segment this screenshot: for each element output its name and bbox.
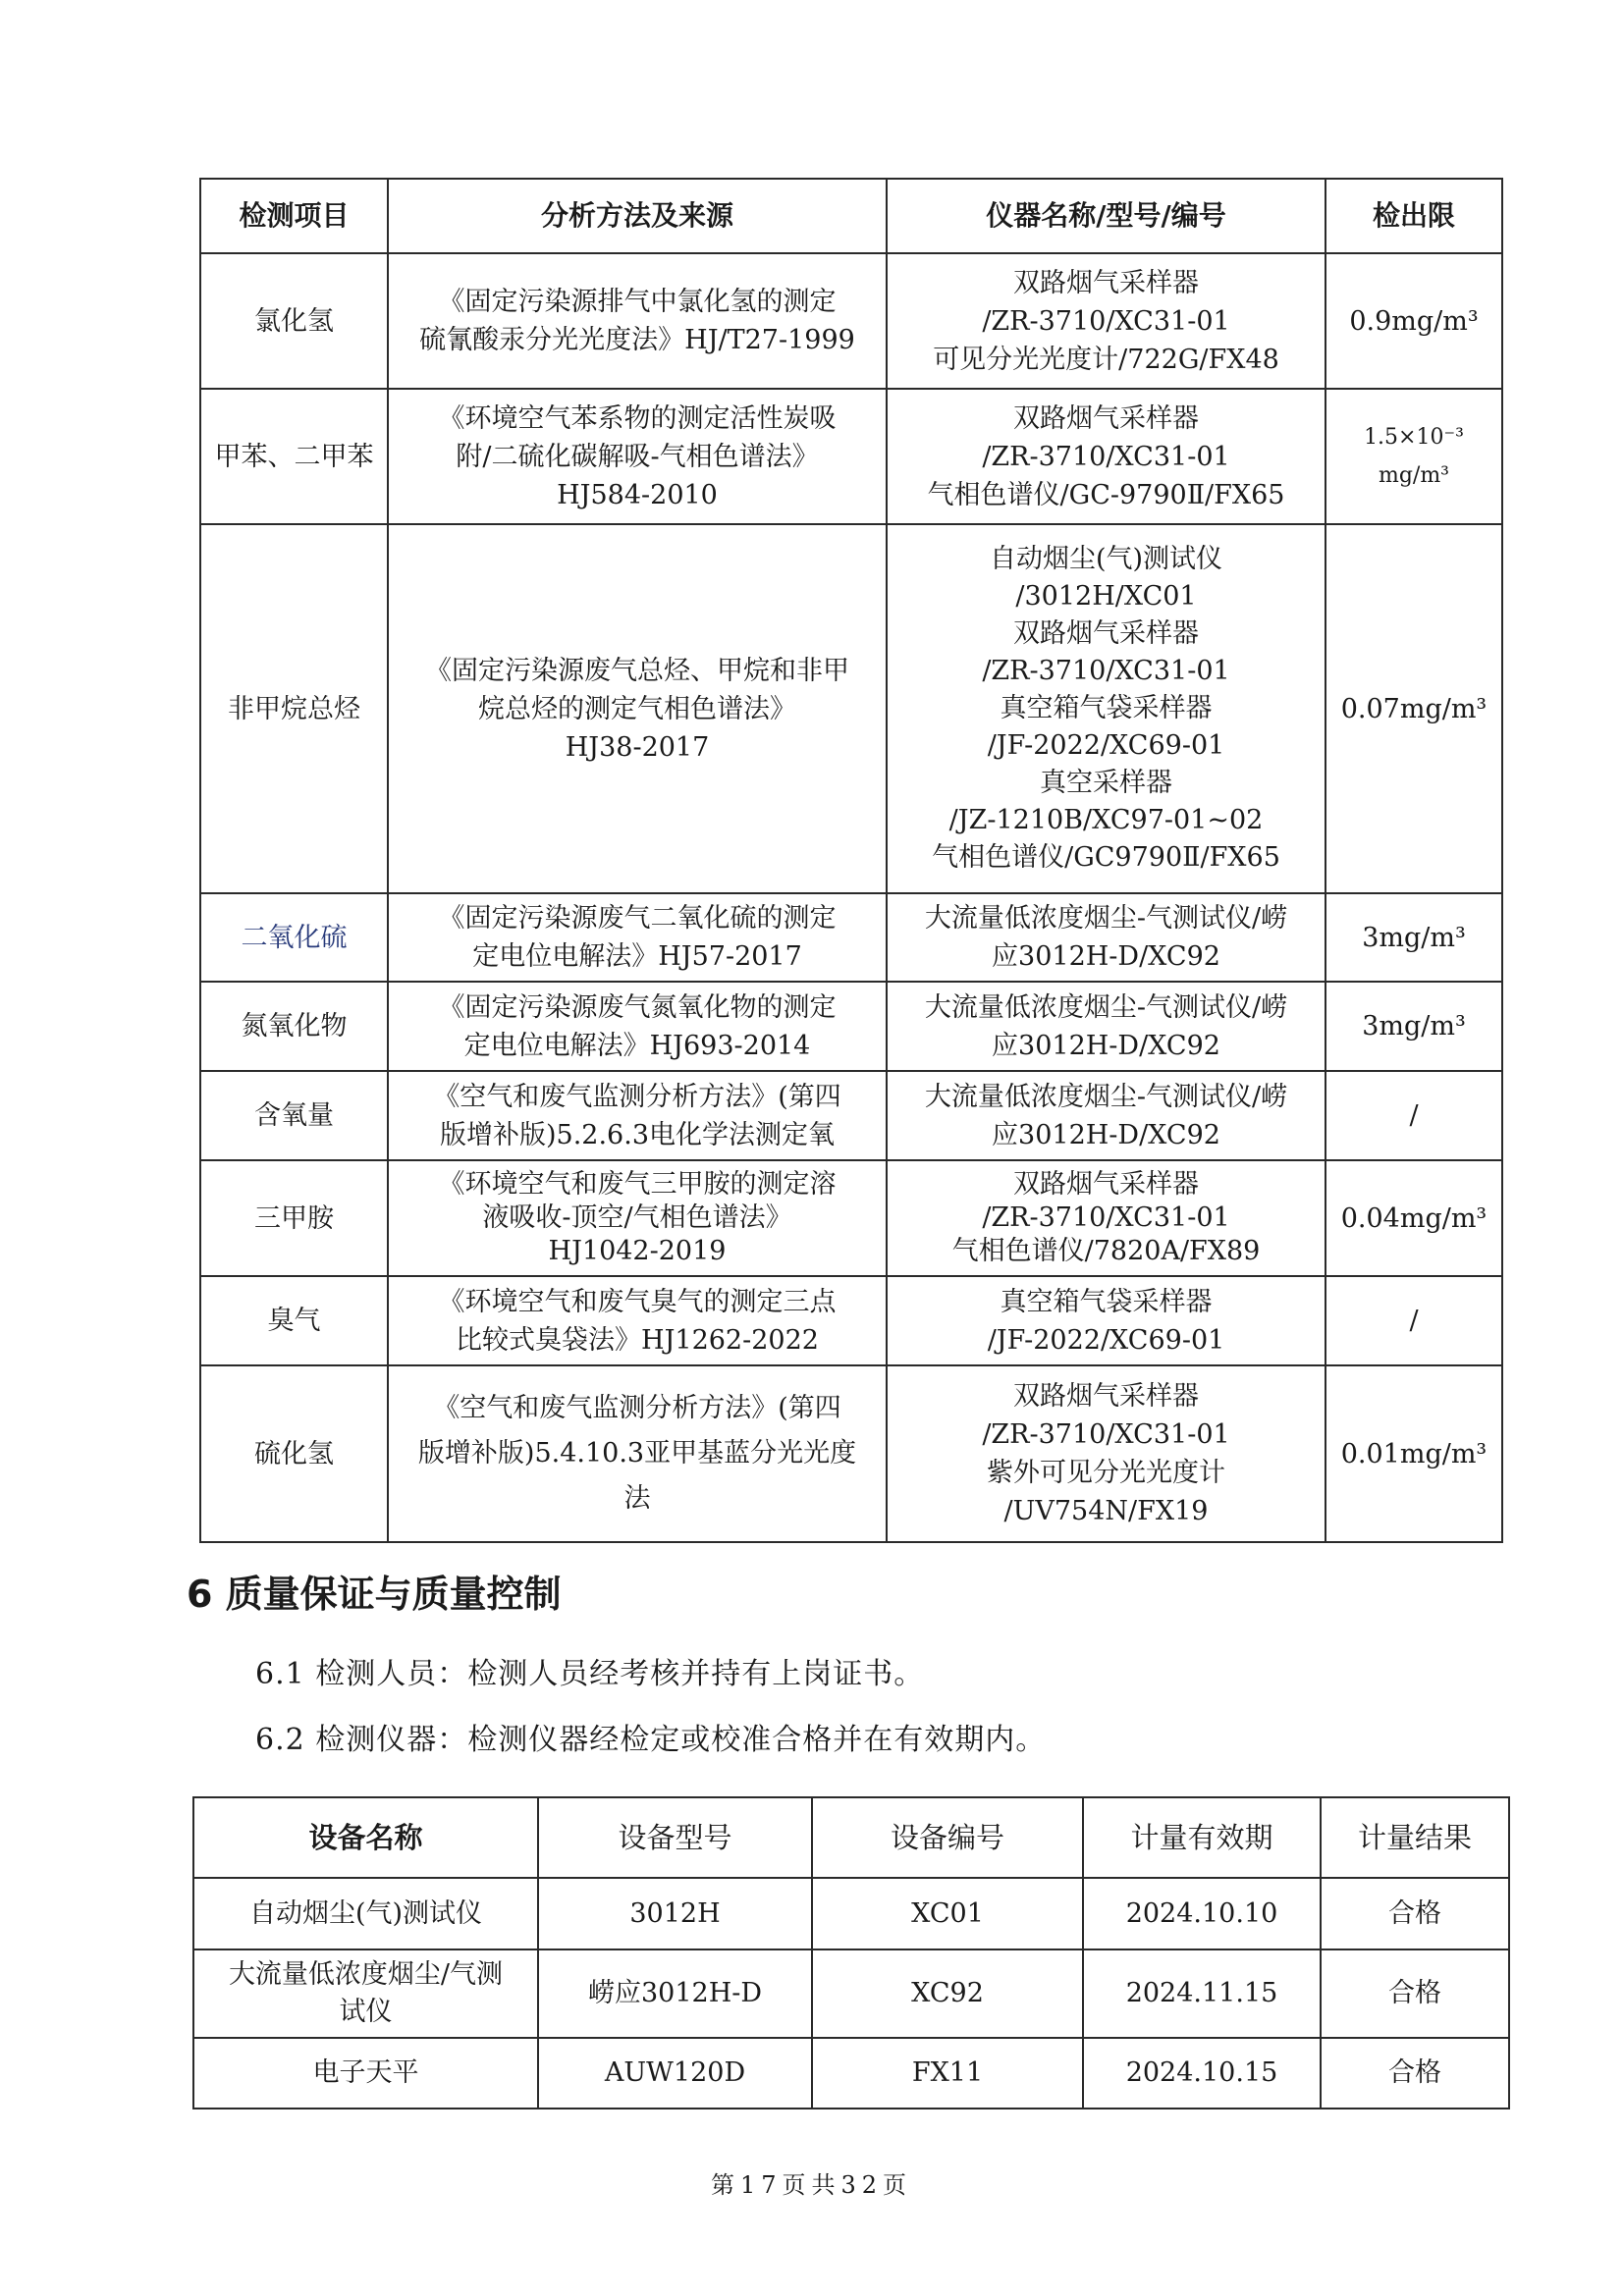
- row-limit: 3mg/m³: [1325, 982, 1502, 1071]
- table-row: [193, 1878, 1509, 1949]
- row-method: 《环境空气和废气三甲胺的测定溶 液吸收-顶空/气相色谱法》 HJ1042-2019: [388, 1160, 887, 1276]
- row-limit: /: [1325, 1071, 1502, 1160]
- paragraph-personnel: 6.1 检测人员：检测人员经考核并持有上岗证书。: [255, 1657, 925, 1691]
- table-row: [200, 389, 1502, 524]
- table-row: [193, 1949, 1509, 2038]
- row-method: 《固定污染源废气总烃、甲烷和非甲 烷总烃的测定气相色谱法》 HJ38-2017: [388, 524, 887, 893]
- row-instrument: 大流量低浓度烟尘-气测试仪/崂 应3012H-D/XC92: [887, 1071, 1325, 1160]
- row-item: 臭气: [200, 1276, 388, 1365]
- row-method: 《环境空气苯系物的测定活性炭吸 附/二硫化碳解吸-气相色谱法》 HJ584-2010: [388, 389, 887, 524]
- row-item: 硫化氢: [200, 1365, 388, 1542]
- table-row: [200, 982, 1502, 1071]
- row-instrument: 大流量低浓度烟尘-气测试仪/崂 应3012H-D/XC92: [887, 982, 1325, 1071]
- row-method: 《固定污染源排气中氯化氢的测定 硫氰酸汞分光光度法》HJ/T27-1999: [388, 253, 887, 389]
- methods-header-row: [200, 179, 1502, 253]
- header-equip-valid: 计量有效期: [1083, 1797, 1321, 1878]
- row-limit: 3mg/m³: [1325, 893, 1502, 982]
- equip-result: 合格: [1321, 1878, 1509, 1949]
- row-instrument: 自动烟尘(气)测试仪 /3012H/XC01 双路烟气采样器 /ZR-3710/XC31-01 真空箱气袋采样器 /JF-2022/XC69-01 真空采样器 /JZ-1210B/XC97-01~02 气相色谱仪/GC9790Ⅱ/FX65: [887, 524, 1325, 893]
- row-method: 《固定污染源废气二氧化硫的测定 定电位电解法》HJ57-2017: [388, 893, 887, 982]
- methods-table: [199, 178, 1503, 1543]
- row-item: 三甲胺: [200, 1160, 388, 1276]
- row-method: 《空气和废气监测分析方法》(第四 版增补版)5.4.10.3亚甲基蓝分光光度 法: [388, 1365, 887, 1542]
- row-limit: 1.5×10⁻³ mg/m³: [1325, 389, 1502, 524]
- equip-name: 电子天平: [193, 2038, 538, 2109]
- row-instrument: 真空箱气袋采样器 /JF-2022/XC69-01: [887, 1276, 1325, 1365]
- row-instrument: 双路烟气采样器 /ZR-3710/XC31-01 气相色谱仪/GC-9790Ⅱ/FX65: [887, 389, 1325, 524]
- header-equip-name: 设备名称: [193, 1797, 538, 1878]
- row-limit: 0.01mg/m³: [1325, 1365, 1502, 1542]
- row-limit: 0.07mg/m³: [1325, 524, 1502, 893]
- table-row: [200, 1071, 1502, 1160]
- row-item: 甲苯、二甲苯: [200, 389, 388, 524]
- header-method: 分析方法及来源: [388, 179, 887, 253]
- row-instrument: 双路烟气采样器 /ZR-3710/XC31-01 紫外可见分光光度计 /UV754N/FX19: [887, 1365, 1325, 1542]
- equip-model: 崂应3012H-D: [538, 1949, 812, 2038]
- row-instrument: 双路烟气采样器 /ZR-3710/XC31-01 气相色谱仪/7820A/FX89: [887, 1160, 1325, 1276]
- header-equip-result: 计量结果: [1321, 1797, 1509, 1878]
- header-equip-model: 设备型号: [538, 1797, 812, 1878]
- page-footer: 第17页共32页: [710, 2171, 913, 2199]
- equip-valid: 2024.10.10: [1083, 1878, 1321, 1949]
- header-equip-code: 设备编号: [812, 1797, 1083, 1878]
- table-row: [193, 2038, 1509, 2109]
- row-method: 《环境空气和废气臭气的测定三点 比较式臭袋法》HJ1262-2022: [388, 1276, 887, 1365]
- row-method: 《固定污染源废气氮氧化物的测定 定电位电解法》HJ693-2014: [388, 982, 887, 1071]
- row-item: 非甲烷总烃: [200, 524, 388, 893]
- table-row: [200, 253, 1502, 389]
- table-row: [200, 1160, 1502, 1276]
- table-row: [200, 524, 1502, 893]
- equip-code: XC92: [812, 1949, 1083, 2038]
- row-method: 《空气和废气监测分析方法》(第四 版增补版)5.2.6.3电化学法测定氧: [388, 1071, 887, 1160]
- equip-code: FX11: [812, 2038, 1083, 2109]
- row-instrument: 双路烟气采样器 /ZR-3710/XC31-01 可见分光光度计/722G/FX48: [887, 253, 1325, 389]
- row-item: 氮氧化物: [200, 982, 388, 1071]
- equip-name: 自动烟尘(气)测试仪: [193, 1878, 538, 1949]
- equip-valid: 2024.11.15: [1083, 1949, 1321, 2038]
- table-row: [200, 893, 1502, 982]
- row-item: 含氧量: [200, 1071, 388, 1160]
- equipment-header-row: [193, 1797, 1509, 1878]
- equip-valid: 2024.10.15: [1083, 2038, 1321, 2109]
- equip-name: 大流量低浓度烟尘/气测 试仪: [193, 1949, 538, 2038]
- equip-result: 合格: [1321, 2038, 1509, 2109]
- equip-model: 3012H: [538, 1878, 812, 1949]
- row-limit: /: [1325, 1276, 1502, 1365]
- row-limit: 0.04mg/m³: [1325, 1160, 1502, 1276]
- section-heading: 6 质量保证与质量控制: [187, 1573, 562, 1616]
- header-item: 检测项目: [200, 179, 388, 253]
- table-row: [200, 1276, 1502, 1365]
- equipment-table: [192, 1796, 1510, 2109]
- equip-model: AUW120D: [538, 2038, 812, 2109]
- equip-result: 合格: [1321, 1949, 1509, 2038]
- header-instrument: 仪器名称/型号/编号: [887, 179, 1325, 253]
- row-limit: 0.9mg/m³: [1325, 253, 1502, 389]
- table-row: [200, 1365, 1502, 1542]
- equip-code: XC01: [812, 1878, 1083, 1949]
- paragraph-instruments: 6.2 检测仪器：检测仪器经检定或校准合格并在有效期内。: [255, 1723, 1047, 1757]
- row-item: 二氧化硫: [200, 893, 388, 982]
- row-item: 氯化氢: [200, 253, 388, 389]
- row-instrument: 大流量低浓度烟尘-气测试仪/崂 应3012H-D/XC92: [887, 893, 1325, 982]
- header-limit: 检出限: [1325, 179, 1502, 253]
